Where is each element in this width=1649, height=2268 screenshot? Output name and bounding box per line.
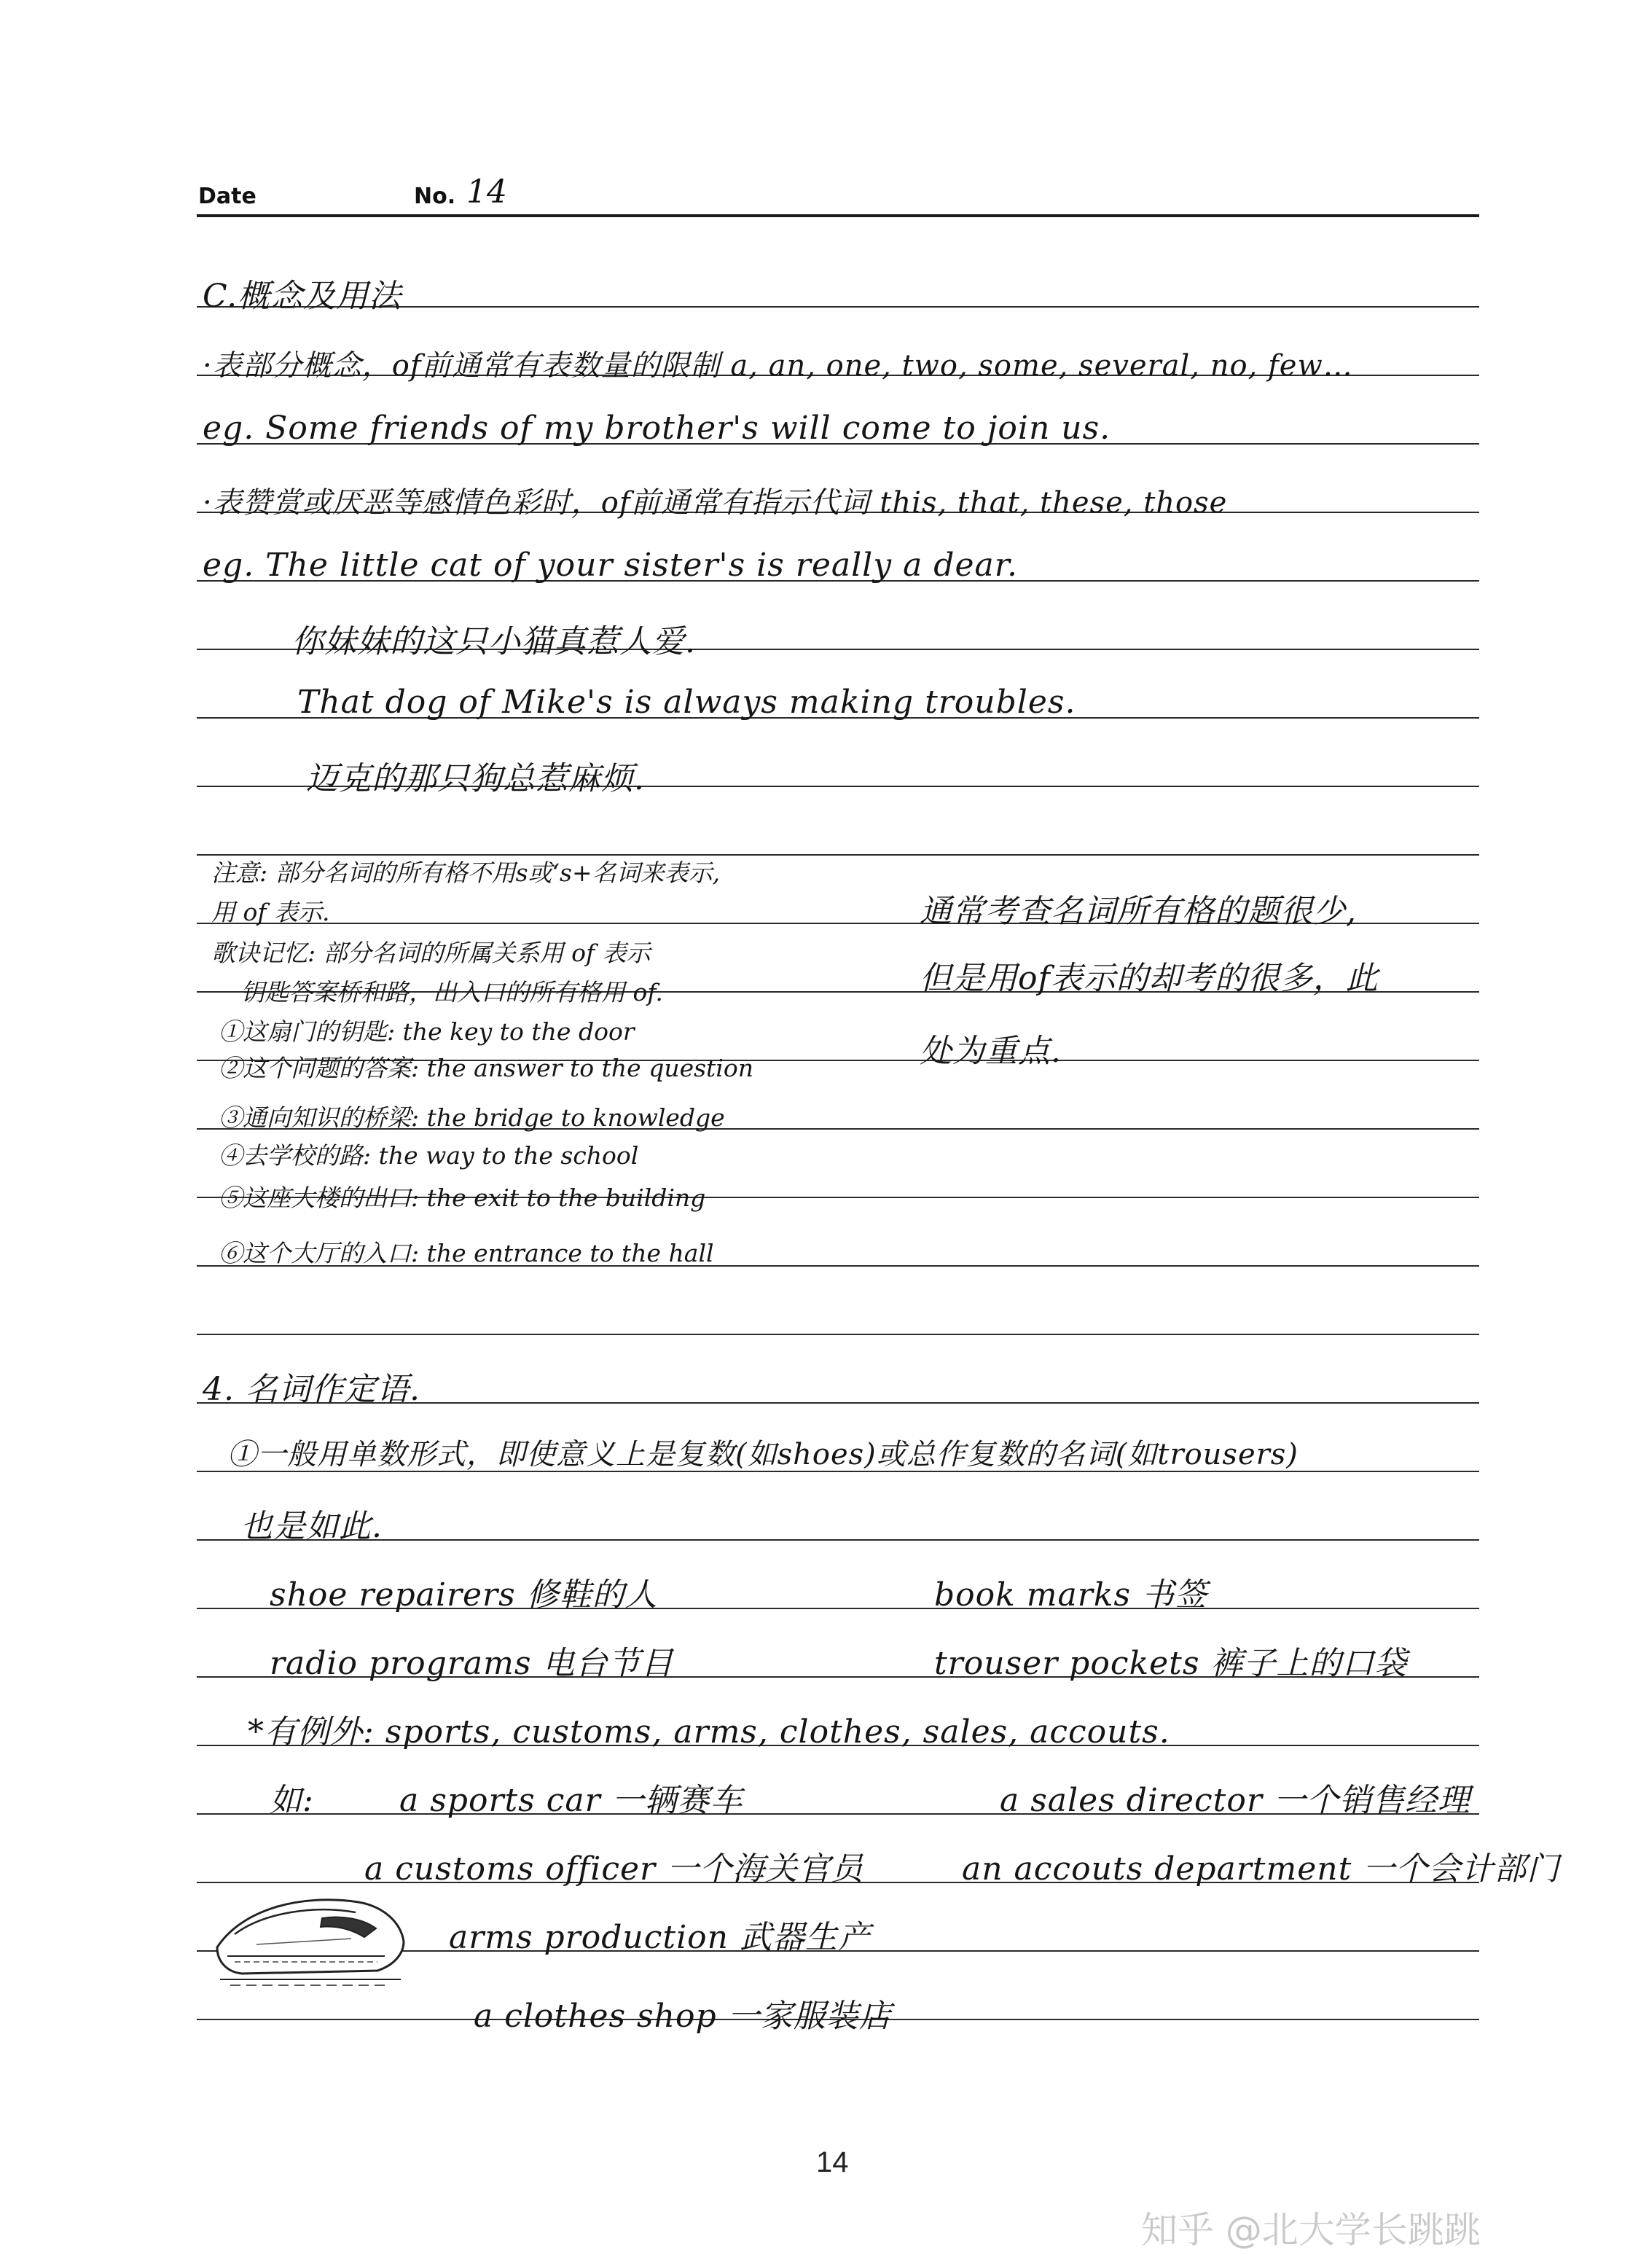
- rule-line: ·表部分概念，of前通常有表数量的限制 a, an, one, two, some, several, no, few…: [203, 349, 1353, 383]
- example-item: book marks 书签: [934, 1576, 1208, 1614]
- exception-example: a sports car 一辆赛车: [399, 1782, 743, 1819]
- note-line: ①这扇门的钥匙: the key to the door: [219, 1017, 635, 1046]
- translation-line: 迈克的那只狗总惹麻烦.: [306, 760, 645, 797]
- exception-example: a customs officer 一个海关官员: [364, 1850, 864, 1888]
- date-label: Date: [198, 184, 256, 209]
- train-doodle-icon: [213, 1880, 410, 1990]
- section-c-title: C.概念及用法: [203, 278, 402, 315]
- note-right-line: 通常考查名词所有格的题很少,: [920, 893, 1357, 930]
- ruled-line: [197, 1334, 1479, 1335]
- rule-line: 也是如此.: [240, 1508, 383, 1545]
- ruled-line: [197, 1539, 1479, 1541]
- header-rule: [197, 214, 1479, 217]
- exception-example: a sales director 一个销售经理: [1000, 1782, 1470, 1819]
- example-item: shoe repairers 修鞋的人: [270, 1576, 658, 1614]
- exception-example: a clothes shop 一家服装店: [474, 1998, 892, 2035]
- rule-line: ·表赞赏或厌恶等感情色彩时，of前通常有指示代词 this, that, these, those: [203, 486, 1228, 520]
- example-line: That dog of Mike's is always making troubles.: [297, 684, 1076, 721]
- rule-line: ①一般用单数形式，即使意义上是复数(如shoes)或总作复数的名词(如trousers): [227, 1438, 1299, 1471]
- example-item: radio programs 电台节目: [270, 1645, 674, 1682]
- example-line: eg. The little cat of your sister's is really a dear.: [203, 547, 1018, 584]
- exception-line: *有例外: sports, customs, arms, clothes, sales, accouts.: [248, 1713, 1170, 1751]
- note-line: 钥匙答案桥和路，出入口的所有格用 of.: [240, 978, 663, 1006]
- example-item: trouser pockets 裤子上的口袋: [934, 1645, 1408, 1682]
- note-right-line: 处为重点.: [920, 1033, 1062, 1070]
- exception-example: arms production 武器生产: [449, 1919, 871, 1956]
- note-line: ④去学校的路: the way to the school: [219, 1141, 639, 1170]
- section-4-title: 4. 名词作定语.: [203, 1371, 420, 1408]
- translation-line: 你妹妹的这只小猫真惹人爱.: [291, 623, 696, 660]
- page-no-value: 14: [466, 173, 507, 211]
- note-line: 注意: 部分名词的所有格不用s或‘s+名词来表示,: [211, 859, 721, 887]
- example-line: eg. Some friends of my brother's will come to join us.: [203, 410, 1111, 447]
- note-line: 歌诀记忆: 部分名词的所属关系用 of 表示: [211, 939, 651, 967]
- page-number: 14: [816, 2146, 849, 2178]
- no-label: No.: [414, 184, 456, 209]
- note-line: ②这个问题的答案: the answer to the question: [219, 1054, 753, 1082]
- note-line: ⑤这座大楼的出口: the exit to the building: [219, 1184, 706, 1212]
- note-line: 用 of 表示.: [211, 898, 330, 926]
- watermark: 知乎 @北大学长跳跳: [1141, 2209, 1481, 2251]
- note-line: ⑥这个大厅的入口: the entrance to the hall: [219, 1239, 714, 1267]
- note-line: ③通向知识的桥梁: the bridge to knowledge: [219, 1103, 725, 1132]
- exception-intro: 如:: [270, 1782, 314, 1819]
- note-right-line: 但是用of表示的却考的很多，此: [920, 960, 1379, 997]
- exception-example: an accouts department 一个会计部门: [962, 1850, 1560, 1888]
